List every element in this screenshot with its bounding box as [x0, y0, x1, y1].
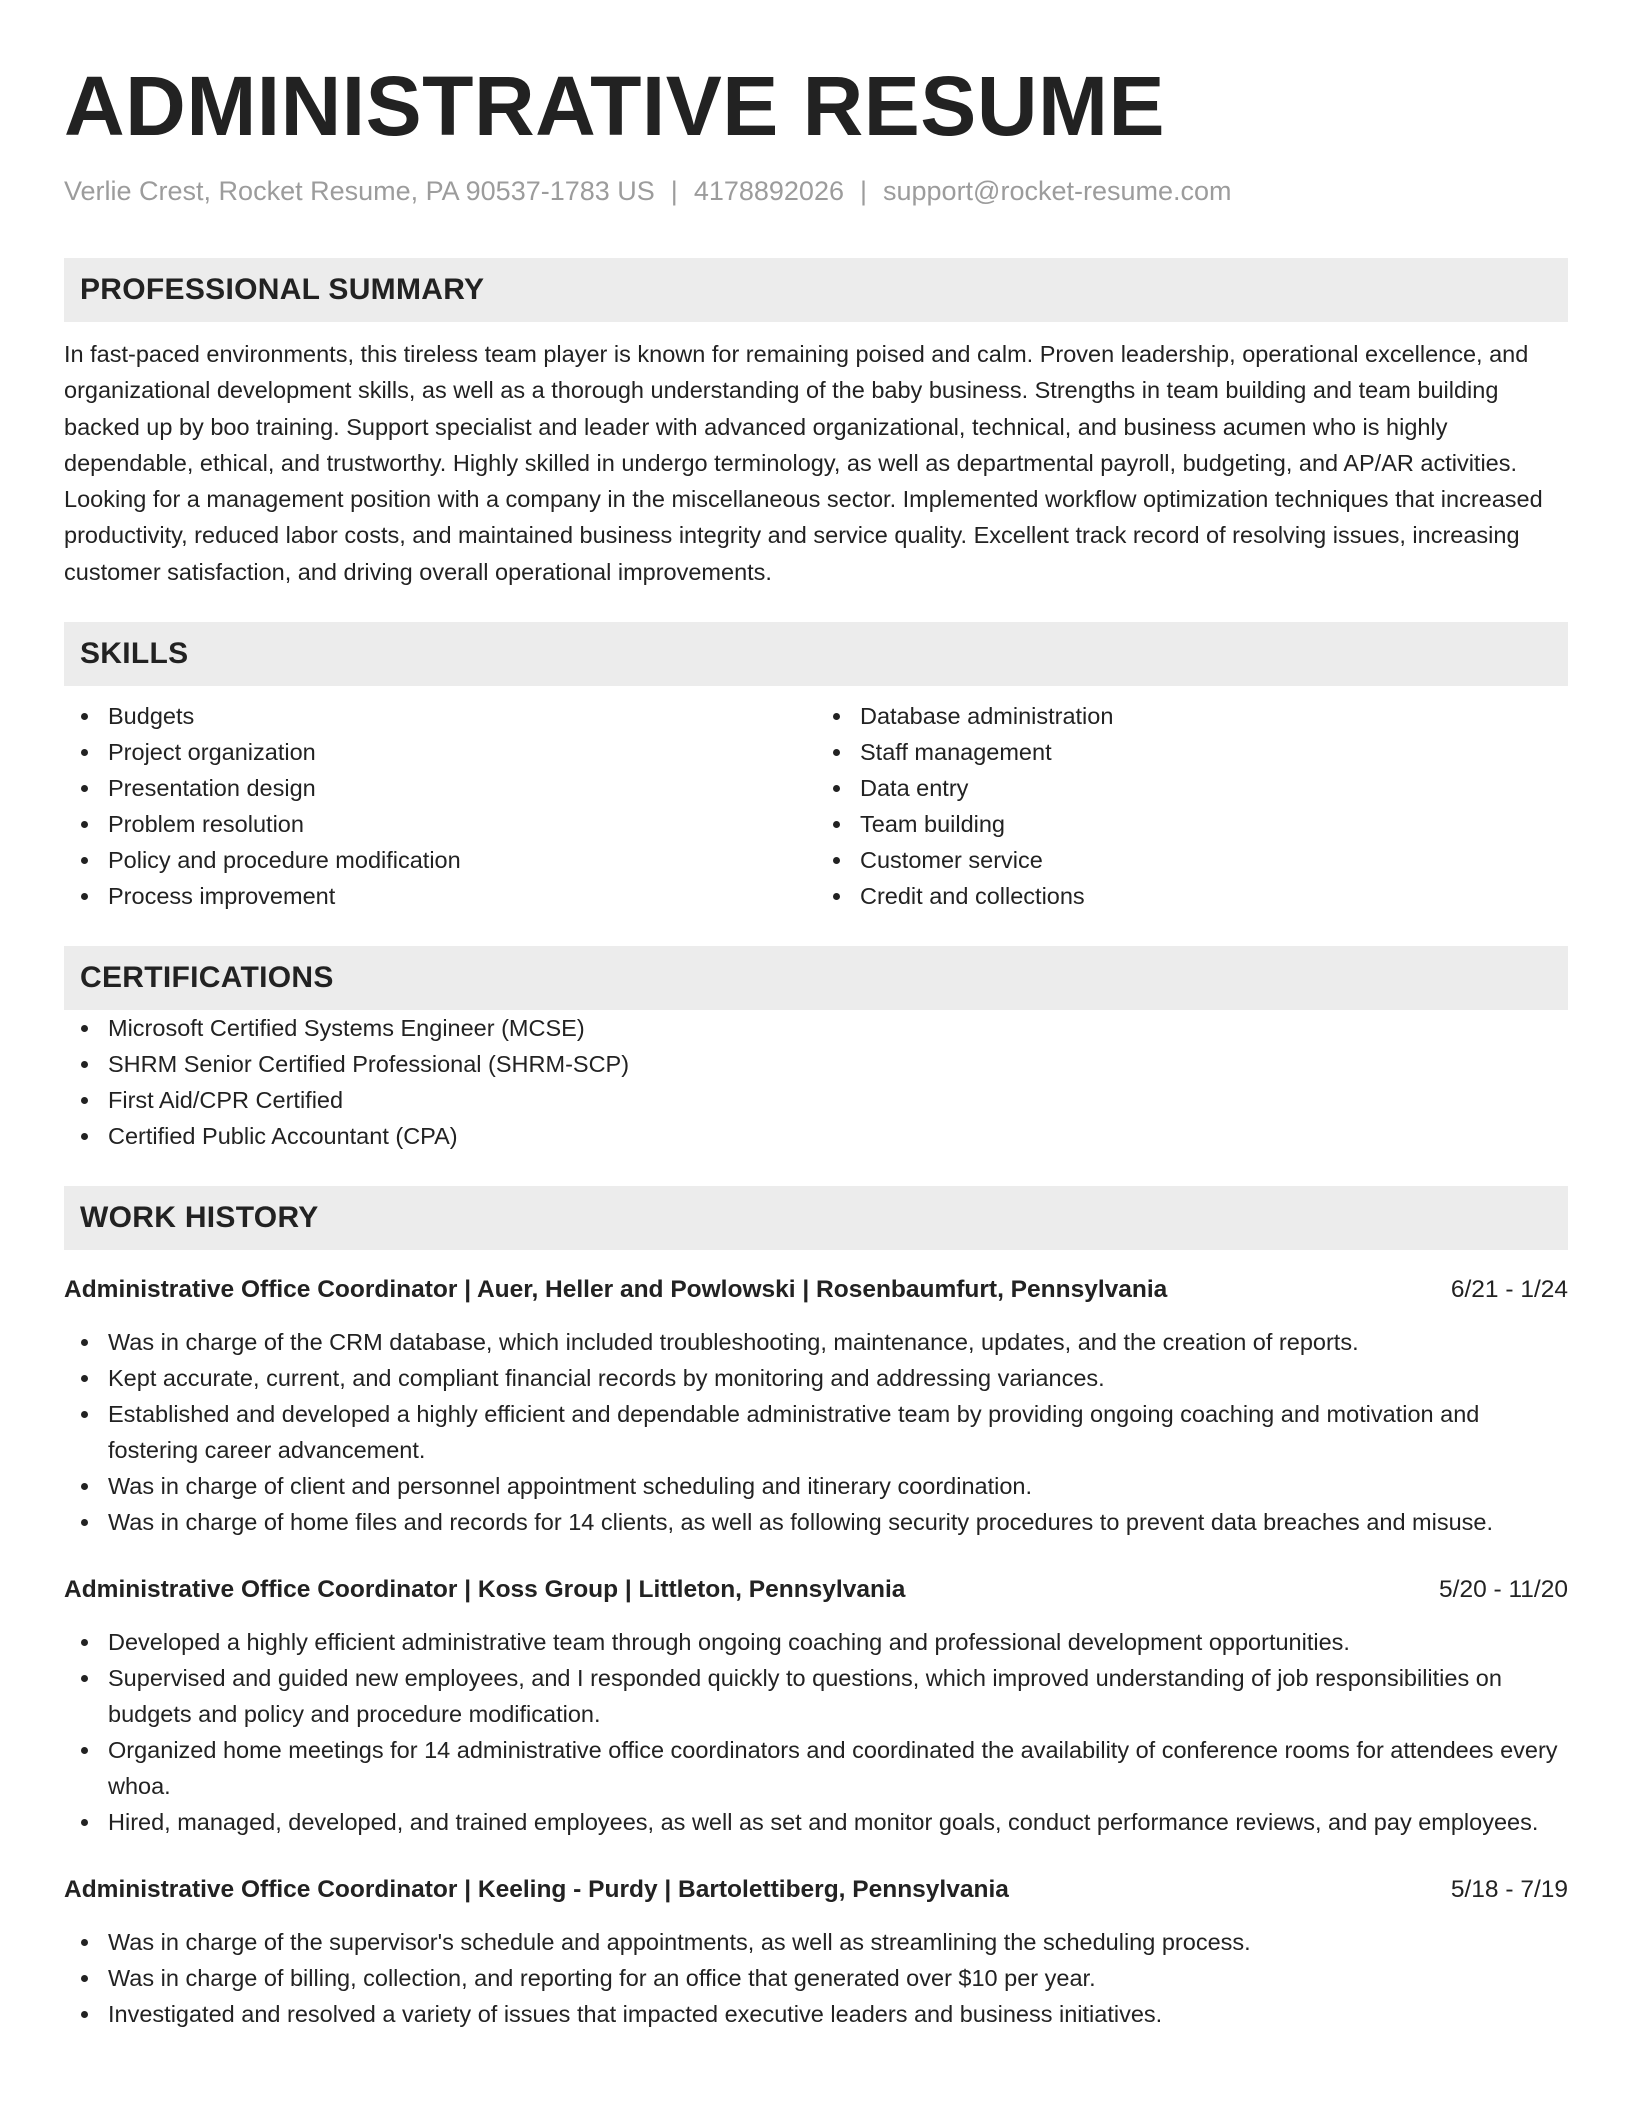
- job-bullet: Investigated and resolved a variety of issues that impacted executive leaders and business initiatives.: [108, 1996, 1568, 2032]
- contact-email: support@rocket-resume.com: [883, 176, 1232, 206]
- skill-item: Customer service: [860, 842, 1568, 878]
- job-bullet: Was in charge of the supervisor's schedule and appointments, as well as streamlining the scheduling process.: [108, 1924, 1568, 1960]
- certifications-heading: CERTIFICATIONS: [64, 946, 1568, 1010]
- work-history-heading: WORK HISTORY: [64, 1186, 1568, 1250]
- job-title: Administrative Office Coordinator | Auer, Heller and Powlowski | Rosenbaumfurt, Pennsylvania: [64, 1276, 1168, 1304]
- skill-item: Data entry: [860, 770, 1568, 806]
- job-bullet: Kept accurate, current, and compliant financial records by monitoring and addressing variances.: [108, 1360, 1568, 1396]
- skill-item: Problem resolution: [108, 806, 816, 842]
- job-dates: 6/21 - 1/24: [1450, 1276, 1568, 1304]
- job-header: [64, 1572, 1568, 1608]
- summary-heading: PROFESSIONAL SUMMARY: [64, 258, 1568, 322]
- skill-item: Credit and collections: [860, 878, 1568, 914]
- job-dates: 5/18 - 7/19: [1450, 1876, 1568, 1904]
- job-title: Administrative Office Coordinator | Keeling - Purdy | Bartolettiberg, Pennsylvania: [64, 1876, 1009, 1904]
- skill-item: Budgets: [108, 698, 816, 734]
- job-entry: [64, 1872, 1568, 2032]
- job-bullet: Was in charge of client and personnel appointment scheduling and itinerary coordination.: [108, 1468, 1568, 1504]
- skill-item: Project organization: [108, 734, 816, 770]
- certifications-list: [64, 1010, 1568, 1154]
- contact-address: Verlie Crest, Rocket Resume, PA 90537-1783 US: [64, 176, 655, 206]
- resume-title: ADMINISTRATIVE RESUME: [64, 59, 1165, 153]
- job-title: Administrative Office Coordinator | Koss Group | Littleton, Pennsylvania: [64, 1576, 906, 1604]
- certification-item: Microsoft Certified Systems Engineer (MCSE): [108, 1010, 1568, 1046]
- certification-item: Certified Public Accountant (CPA): [108, 1118, 1568, 1154]
- job-bullets: [64, 1924, 1568, 2032]
- job-dates: 5/20 - 11/20: [1439, 1576, 1568, 1604]
- skill-item: Policy and procedure modification: [108, 842, 816, 878]
- contact-separator: |: [859, 176, 867, 206]
- contact-phone: 4178892026: [693, 176, 844, 206]
- certification-item: First Aid/CPR Certified: [108, 1082, 1568, 1118]
- job-bullet: Established and developed a highly efficient and dependable administrative team by providing ongoing coaching and motivation and fostering career advancement.: [108, 1396, 1568, 1468]
- skill-item: Presentation design: [108, 770, 816, 806]
- job-bullet: Organized home meetings for 14 administrative office coordinators and coordinated the availability of conference rooms for attendees every whoa.: [108, 1732, 1568, 1804]
- certification-item: SHRM Senior Certified Professional (SHRM-SCP): [108, 1046, 1568, 1082]
- skill-item: Staff management: [860, 734, 1568, 770]
- job-entry: [64, 1272, 1568, 1540]
- job-header: [64, 1272, 1568, 1308]
- job-bullet: Hired, managed, developed, and trained employees, as well as set and monitor goals, conduct performance reviews, and pay employees.: [108, 1804, 1568, 1840]
- job-bullet: Was in charge of billing, collection, and reporting for an office that generated over $10 per year.: [108, 1960, 1568, 1996]
- skills-columns: [64, 698, 1568, 914]
- skills-right-list: [816, 698, 1568, 914]
- job-entry: [64, 1572, 1568, 1840]
- skill-item: Database administration: [860, 698, 1568, 734]
- skill-item: Team building: [860, 806, 1568, 842]
- skills-left-list: [64, 698, 816, 914]
- job-header: [64, 1872, 1568, 1908]
- contact-line: [64, 174, 1568, 208]
- job-bullets: [64, 1324, 1568, 1540]
- skills-heading: SKILLS: [64, 622, 1568, 686]
- skill-item: Process improvement: [108, 878, 816, 914]
- job-bullet: Developed a highly efficient administrative team through ongoing coaching and professional development opportunities.: [108, 1624, 1568, 1660]
- job-bullet: Was in charge of the CRM database, which included troubleshooting, maintenance, updates, and the creation of reports.: [108, 1324, 1568, 1360]
- summary-text: In fast-paced environments, this tireless team player is known for remaining poised and calm. Proven leadership, operational excellence, and organizational development skills, as well as a thorough understanding of the baby business. Strengths in team building and team building backed up by boo training. Support specialist and leader with advanced organizational, technical, and business acumen who is highly dependable, ethical, and trustworthy. Highly skilled in undergo terminology, as well as departmental payroll, budgeting, and AP/AR activities. Looking for a management position with a company in the miscellaneous sector. Implemented workflow optimization techniques that increased productivity, reduced labor costs, and maintained business integrity and service quality. Excellent track record of resolving issues, increasing customer satisfaction, and driving overall operational improvements.: [64, 341, 1543, 585]
- job-bullet: Supervised and guided new employees, and I responded quickly to questions, which improved understanding of job responsibilities on budgets and policy and procedure modification.: [108, 1660, 1568, 1732]
- job-bullet: Was in charge of home files and records for 14 clients, as well as following security procedures to prevent data breaches and misuse.: [108, 1504, 1568, 1540]
- contact-separator: |: [670, 176, 678, 206]
- job-bullets: [64, 1624, 1568, 1840]
